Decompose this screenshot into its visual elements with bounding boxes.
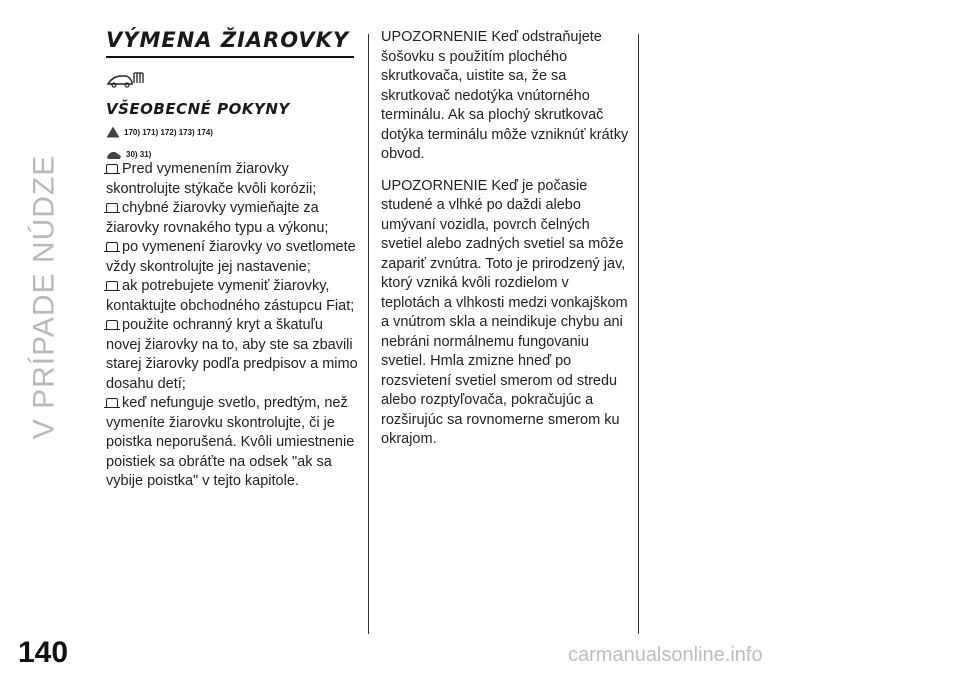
instructions-list [106,160,361,492]
left-column [106,28,361,492]
caution-refs: 30) 31) [126,149,152,159]
list-item: ak potrebujete vymeniť žiarovky, kontaktujte obchodného zástupcu Fiat; [106,278,355,314]
caution-hand-icon [106,148,122,160]
warning-refs: 170) 171) 172) 173) 174) [124,127,213,137]
bullet-icon [106,398,118,408]
chapter-side-title-text: V PRÍPADE NÚDZE [27,154,60,440]
list-item: chybné žiarovky vymieňajte za žiarovky rovnakého typu a výkonu; [106,200,329,236]
subsection-title: VŠEOBECNÉ POKYNY [106,100,290,118]
bullet-icon [106,203,118,213]
list-item: Pred vymenením žiarovky skontrolujte stýkače kvôli korózii; [106,161,317,197]
watermark: carmanualsonline.info [568,644,763,666]
column-divider-2 [638,34,639,634]
column-divider-1 [368,34,369,634]
list-item: keď nefunguje svetlo, predtým, než vymeníte žiarovku skontrolujte, či je poistka neporušená. Kvôli umiestnenie poistiek sa obráťte na odsek "ak sa vybije poistka" v tejto kapitole. [106,395,355,489]
caution-refs-row [106,148,361,160]
warning-paragraph: UPOZORNENIE Keď je počasie studené a vlhké po daždi alebo umývaní vozidla, povrch čelných svetiel alebo zadných svetiel sa môže zapariť zvnútra. Toto je prirodzený jav, ktorý vzniká kvôli rozdielom v teplotách a vlhkosti medzi vonkajškom a vnútrom skla a neindikuje chybu ani nebráni normálnemu fungovaniu svetiel. Hmla zmizne hneď po rozsvietení svetiel smerom od stredu alebo rozptyľovača, pokračujúc a rozširujúc sa rovnomerne smerom ku okrajom. [381,177,628,447]
warning-paragraph: UPOZORNENIE Keď odstraňujete šošovku s použitím plochého skrutkovača, uistite sa, že sa skrutkovač nedotýka vnútorného terminálu. Ak sa plochý skrutkovač dotýka terminálu môže vzniknúť krátky obvod. [381,29,629,162]
warning-triangle-icon [106,126,120,138]
right-column [381,28,631,462]
bullet-icon [106,164,118,174]
warning-refs-row [106,126,361,138]
section-title: VÝMENA ŽIAROVKY [106,28,354,58]
chapter-side-title [14,24,74,554]
page-number: 140 [18,636,69,669]
car-bulb-icon [106,68,361,90]
bullet-icon [106,320,118,330]
bullet-icon [106,281,118,291]
bullet-icon [106,242,118,252]
list-item: po vymenení žiarovky vo svetlomete vždy skontrolujte jej nastavenie; [106,239,356,275]
list-item: použite ochranný kryt a škatuľu novej žiarovky na to, aby ste sa zbavili starej žiarovky podľa predpisov a mimo dosahu detí; [106,317,358,392]
